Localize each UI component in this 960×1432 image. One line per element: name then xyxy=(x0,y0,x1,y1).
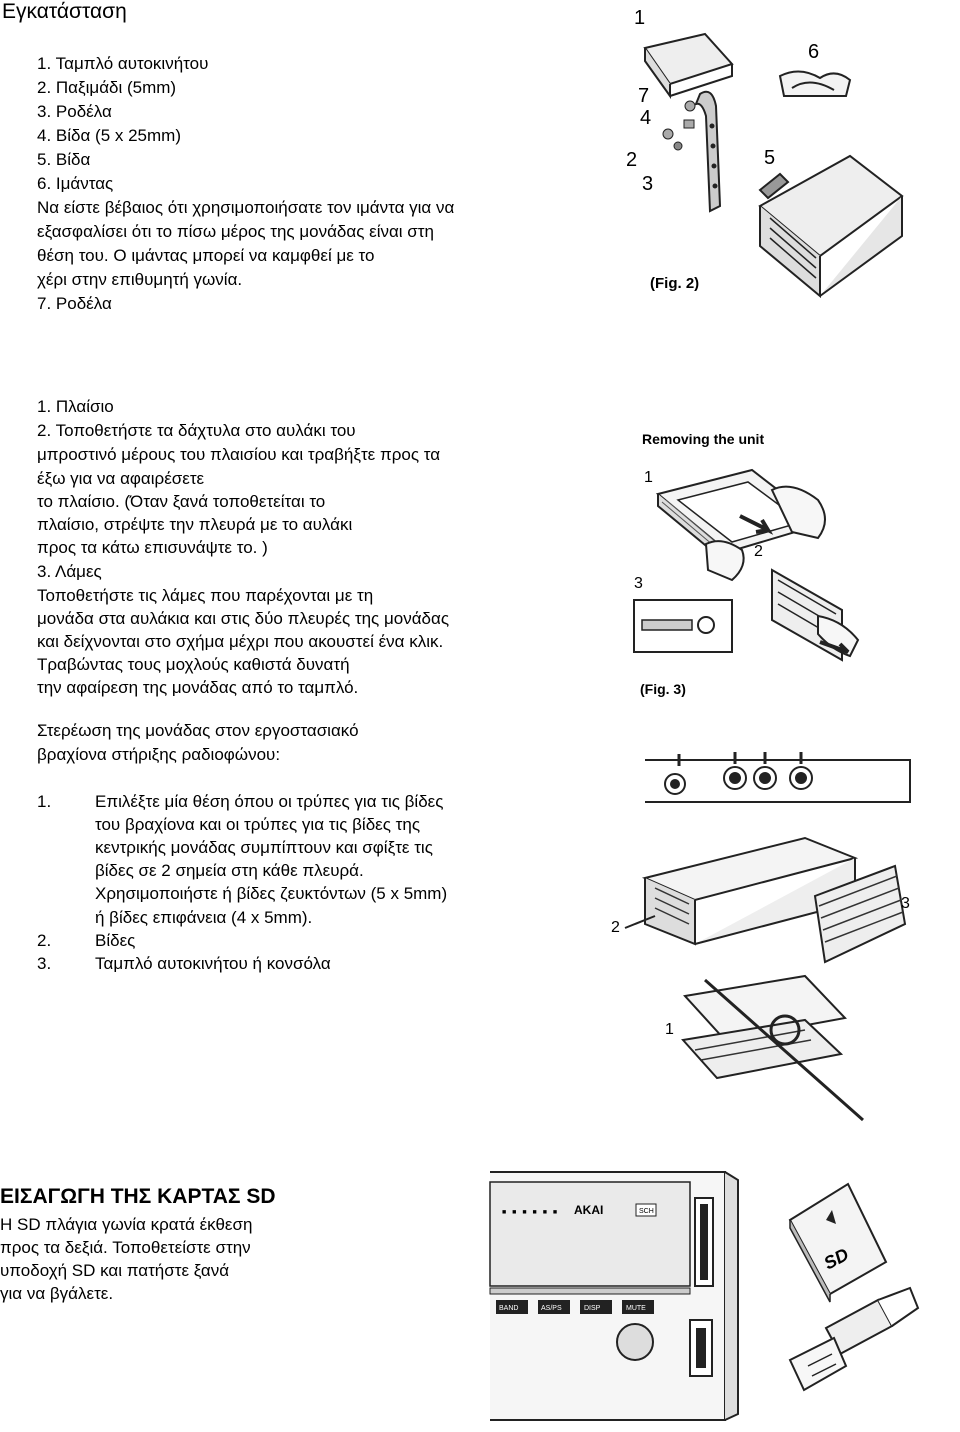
fig2-label: 2 xyxy=(626,149,638,171)
sd-card xyxy=(790,1184,886,1302)
text-line: προς τα κάτω επισυνάψτε το. ) xyxy=(37,538,268,557)
fig2-illustration xyxy=(620,6,920,306)
list-item: 2. Παξιμάδι (5mm) xyxy=(37,78,177,97)
list-number: 3. xyxy=(37,954,52,973)
fig3-caption: (Fig. 3) xyxy=(640,681,686,697)
fig3-label: 3 xyxy=(634,575,643,592)
heading-line: Στερέωση της μονάδας στον εργοστασιακό xyxy=(37,721,359,740)
usb-stick xyxy=(790,1288,918,1390)
fig2-caption: (Fig. 2) xyxy=(650,275,700,292)
button-label: AS/PS xyxy=(541,1305,562,1312)
heading-line: βραχίονα στήριξης ραδιοφώνου: xyxy=(37,745,281,764)
text-line: 3. Λάμες xyxy=(37,562,102,581)
list-number: 1. xyxy=(37,792,52,811)
fig3-title: Removing the unit xyxy=(642,431,765,447)
list-item-line: Βίδες xyxy=(95,931,136,950)
text-line: Η SD πλάγια γωνία κρατά έκθεση xyxy=(0,1215,253,1234)
fig2-label: 6 xyxy=(808,41,820,63)
list-item-line: κεντρικής μονάδας συμπίπτουν και σφίξτε τις xyxy=(95,838,433,857)
note-line: Να είστε βέβαιος ότι χρησιμοποιήσατε τον ιμάντα για να xyxy=(37,198,455,217)
text-line: την αφαίρεση της μονάδας από το ταμπλό. xyxy=(37,678,359,697)
list-item: 4. Βίδα (5 x 25mm) xyxy=(37,126,181,145)
brand-logo: AKAI xyxy=(574,1203,604,1217)
fig2-label: 1 xyxy=(634,7,646,29)
fig3-illustration xyxy=(622,420,952,720)
button-label: BAND xyxy=(499,1305,519,1312)
section-title-installation: Εγκατάσταση xyxy=(2,0,127,23)
text-line: πλαίσιο, στρέψτε την πλευρά με το αυλάκι xyxy=(37,515,353,534)
fig5-illustration xyxy=(490,1170,940,1425)
list-item: 3. Ροδέλα xyxy=(37,102,112,121)
text-line: έξω για να αφαιρέσετε xyxy=(37,469,205,488)
fig4-illustration xyxy=(605,748,925,1128)
list-item: 6. Ιμάντας xyxy=(37,174,114,193)
list-item-line: ή βίδες επιφάνεια (4 x 5mm). xyxy=(95,908,313,927)
sd-logo: SD xyxy=(820,1244,852,1274)
list-item: 5. Βίδα xyxy=(37,150,91,169)
text-line: μονάδα στα αυλάκια και στις δύο πλευρές της μονάδας xyxy=(37,609,450,628)
list-item-line: Επιλέξτε μία θέση όπου οι τρύπες για τις βίδες xyxy=(95,792,444,811)
text-line: Τοποθετήστε τις λάμες που παρέχονται με τη xyxy=(37,586,374,605)
text-line: προς τα δεξιά. Τοποθετείστε στην xyxy=(0,1238,251,1257)
note-line: θέση του. Ο ιμάντας μπορεί να καμφθεί με το xyxy=(37,246,375,265)
fig2-label: 7 xyxy=(638,85,650,107)
list-item-line: Ταμπλό αυτοκινήτου ή κονσόλα xyxy=(95,954,331,973)
fig2-label: 3 xyxy=(642,173,654,195)
list-number: 2. xyxy=(37,931,52,950)
fig2-label: 5 xyxy=(764,147,776,169)
text-line: Τραβώντας τους μοχλούς καθιστά δυνατή xyxy=(37,655,350,674)
text-line: 2. Τοποθετήστε τα δάχτυλα στο αυλάκι του xyxy=(37,421,356,440)
button-label: SCH xyxy=(639,1208,654,1215)
text-line: το πλαίσιο. (Όταν ξανά τοποθετείται το xyxy=(37,492,326,511)
fig4-label: 2 xyxy=(611,919,620,936)
text-line: μπροστινό μέρους του πλαισίου και τραβήξτε προς τα xyxy=(37,445,441,464)
list-item-line: βίδες σε 2 σημεία στη κάθε πλευρά. xyxy=(95,861,364,880)
button-label: DISP xyxy=(584,1305,601,1312)
text-line: και δείχνονται στο σχήμα μέχρι που ακουστεί ένα κλικ. xyxy=(37,632,444,651)
fig4-label: 3 xyxy=(901,895,910,912)
section-title-sd-card: ΕΙΣΑΓΩΓΗ ΤΗΣ ΚΑΡΤΑΣ SD xyxy=(0,1185,276,1208)
list-item-line: του βραχίονα και οι τρύπες για τις βίδες της xyxy=(95,815,421,834)
text-line: 1. Πλαίσιο xyxy=(37,397,114,416)
fig3-label: 1 xyxy=(644,469,653,486)
text-line: για να βγάλετε. xyxy=(0,1284,114,1303)
fig3-label: 2 xyxy=(754,543,763,560)
note-line: εξασφαλίσει ότι το πίσω μέρος της μονάδας είναι στη xyxy=(37,222,434,241)
button-label: MUTE xyxy=(626,1305,646,1312)
list-item: 1. Ταμπλό αυτοκινήτου xyxy=(37,54,209,73)
svg-text:■ ■ ■ ■ ■ ■: ■ ■ ■ ■ ■ ■ xyxy=(502,1209,560,1216)
note-line: χέρι στην επιθυμητή γωνία. xyxy=(37,270,243,289)
fig4-label: 1 xyxy=(665,1021,674,1038)
text-line: υποδοχή SD και πατήστε ξανά xyxy=(0,1261,230,1280)
list-item: 7. Ροδέλα xyxy=(37,294,112,313)
fig2-label: 4 xyxy=(640,107,652,129)
list-item-line: Χρησιμοποιήστε ή βίδες ζευκτόντων (5 x 5mm) xyxy=(95,884,448,903)
